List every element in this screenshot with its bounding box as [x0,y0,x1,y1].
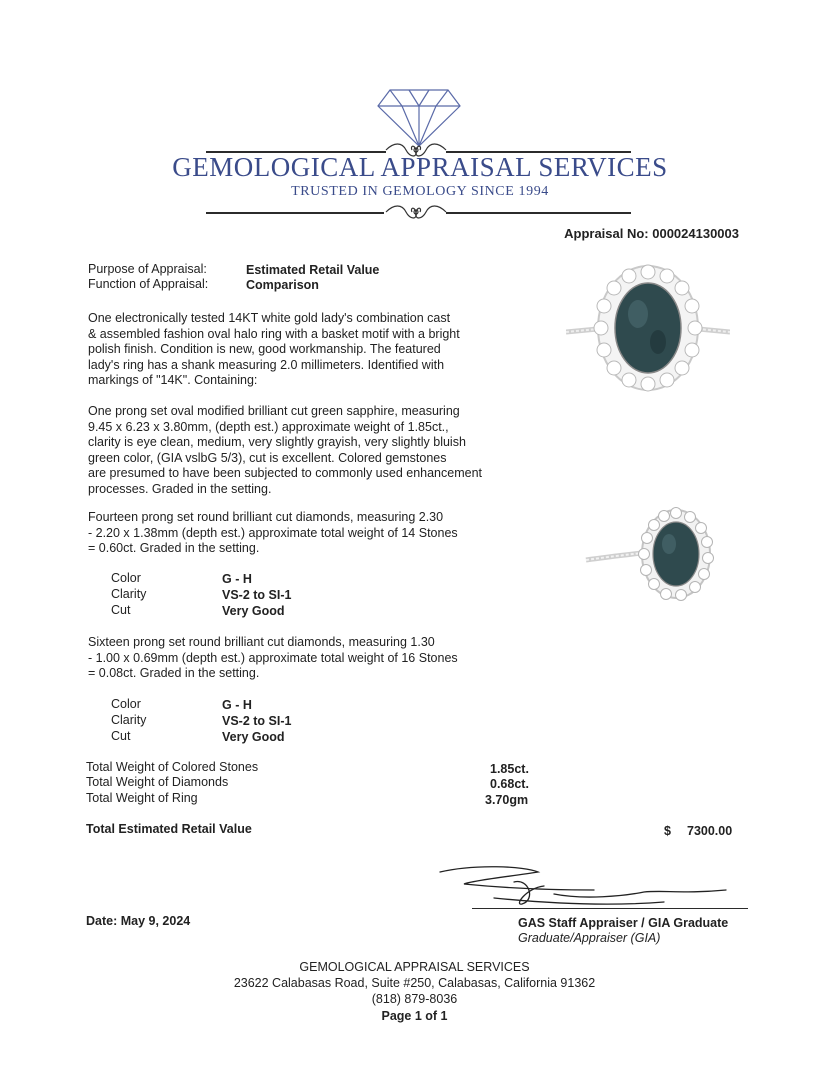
grade-label: Clarity [111,713,147,727]
total-label: Total Weight of Colored Stones [86,760,259,774]
grade-value: VS-2 to SI-1 [222,714,292,728]
text-line: One prong set oval modified brilliant cut green sapphire, measuring [88,404,460,418]
text-line: = 0.08ct. Graded in the setting. [88,666,260,680]
grade-value: G - H [222,698,252,712]
scroll-ornament-icon [384,202,448,222]
footer-phone: (818) 879-8036 [371,992,458,1006]
total-value: 0.68ct. [490,777,529,791]
text-line: & assembled fashion oval halo ring with a basket motif with a bright [88,326,460,341]
signature-line [472,908,748,909]
description-paragraph-3 [88,510,458,557]
page-number: Page 1 of 1 [381,1009,448,1023]
text-line: processes. Graded in the setting. [88,481,272,496]
total-label: Total Weight of Diamonds [86,775,229,789]
text-line: polish finish. Condition is new, good workmanship. The featured [88,342,441,356]
signature-image [434,860,734,912]
appraisal-date: Date: May 9, 2024 [86,914,191,928]
text-line: One electronically tested 14KT white gold lady's combination cast [88,311,451,325]
brand-title: GEMOLOGICAL APPRAISAL SERVICES [172,152,668,182]
text-line: markings of "14K". Containing: [88,373,258,387]
grade-label: Cut [111,729,131,743]
grade-value: G - H [222,572,252,586]
footer-company: GEMOLOGICAL APPRAISAL SERVICES [299,960,530,974]
grade-value: Very Good [222,604,285,618]
retail-value-label: Total Estimated Retail Value [86,822,252,836]
ring-top-view-photo [566,262,730,392]
text-line: clarity is eye clean, medium, very slightly grayish, very slightly bluish [88,435,466,449]
header-rule-bottom-left [206,212,384,214]
retail-currency: $ [664,824,671,838]
grade-value: VS-2 to SI-1 [222,588,292,602]
total-value: 3.70gm [485,793,529,807]
text-line: = 0.60ct. Graded in the setting. [88,541,260,555]
text-line: Sixteen prong set round brilliant cut diamonds, measuring 1.30 [88,635,435,649]
text-line: - 1.00 x 0.69mm (depth est.) approximate total weight of 16 Stones [88,650,458,665]
appraisal-number: Appraisal No: 000024130003 [564,226,739,241]
ring-side-view-photo [584,504,726,604]
purpose-label: Purpose of Appraisal: [88,262,207,276]
signature-title: GAS Staff Appraiser / GIA Graduate [518,916,729,930]
brand-tagline: TRUSTED IN GEMOLOGY SINCE 1994 [291,184,549,199]
grade-label: Color [111,697,141,711]
text-line: Fourteen prong set round brilliant cut diamonds, measuring 2.30 [88,510,444,524]
description-paragraph-4 [88,635,458,682]
grade-label: Clarity [111,587,147,601]
description-paragraph-2 [88,404,482,497]
total-value: 1.85ct. [490,762,529,776]
text-line: - 2.20 x 1.38mm (depth est.) approximate total weight of 14 Stones [88,525,458,540]
grade-value: Very Good [222,730,285,744]
footer-address: 23622 Calabasas Road, Suite #250, Calabasas, California 91362 [233,976,596,990]
total-label: Total Weight of Ring [86,791,198,805]
header-rule-bottom-right [446,212,631,214]
signature-subtitle: Graduate/Appraiser (GIA) [518,931,661,945]
grade-label: Color [111,571,141,585]
text-line: are presumed to have been subjected to commonly used enhancement [88,466,482,480]
retail-value: 7300.00 [687,824,733,838]
function-value: Comparison [246,278,319,292]
diamond-icon [376,86,462,148]
text-line: 9.45 x 6.23 x 3.80mm, (depth est.) approximate weight of 1.85ct., [88,419,449,434]
text-line: green color, (GIA vslbG 5/3), cut is excellent. Colored gemstones [88,450,447,465]
text-line: lady's ring has a shank measuring 2.0 millimeters. Identified with [88,357,445,372]
function-label: Function of Appraisal: [88,277,209,291]
description-paragraph-1 [88,311,460,389]
grade-label: Cut [111,603,131,617]
purpose-value: Estimated Retail Value [246,263,380,277]
